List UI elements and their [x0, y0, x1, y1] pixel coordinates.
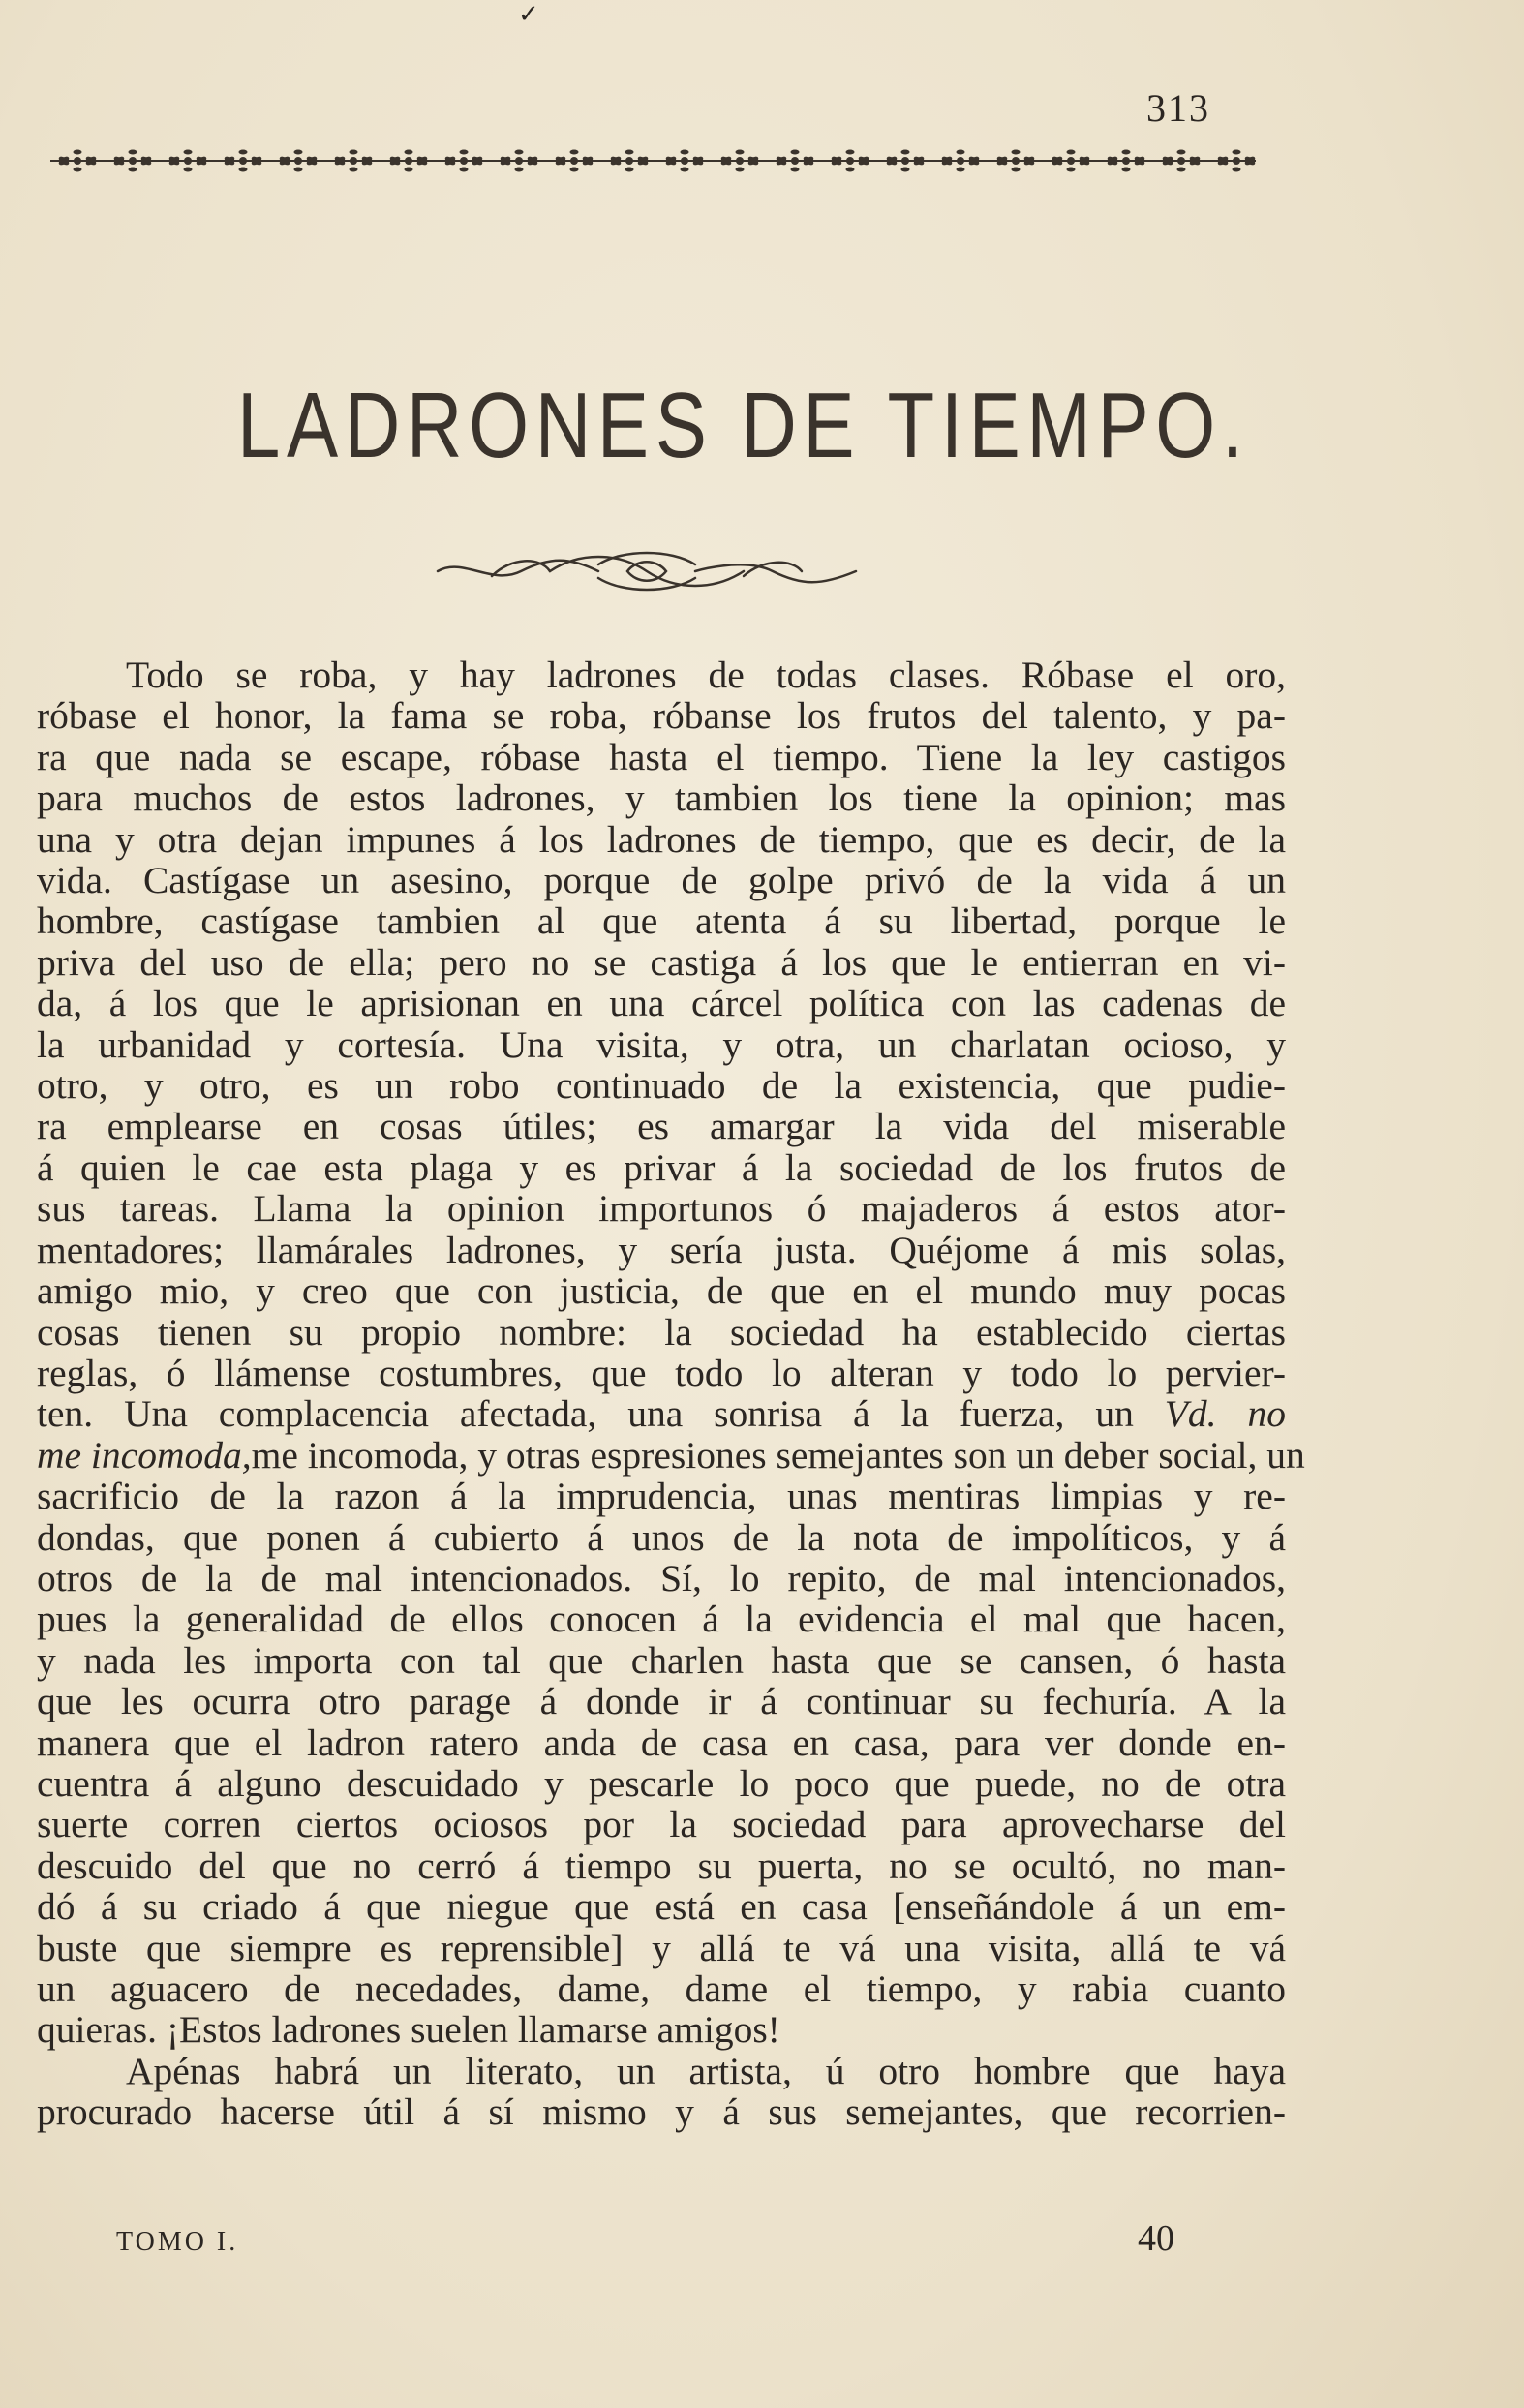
text-segment: ten. Una complacencia afectada, una sonrisa á la fuerza, un: [37, 1392, 1165, 1436]
text-line: cosas tienen su propio nombre: la sociedad ha establecido ciertas: [37, 1310, 1286, 1354]
text-segment: me incomoda, y otras espresiones semejantes son un deber social, un: [251, 1433, 1305, 1477]
text-line: róbase el honor, la fama se roba, róbanse los frutos del talento, y pa-: [37, 694, 1286, 738]
text-line: Apénas habrá un literato, un artista, ú otro hombre que haya: [126, 2049, 1286, 2092]
text-line: dondas, que ponen á cubierto á unos de la nota de impolíticos, y á: [37, 1515, 1286, 1559]
page-title: LADRONES DE TIEMPO.: [237, 374, 1250, 477]
page-number: 313: [1146, 86, 1210, 130]
footer-volume: TOMO I.: [116, 2227, 239, 2257]
flourish-ornament-icon: [434, 547, 860, 595]
text-line: suerte corren ciertos ociosos por la sociedad para aprovecharse del: [37, 1803, 1286, 1846]
text-line: manera que el ladron ratero anda de casa en casa, para ver donde en-: [37, 1721, 1286, 1764]
text-line-with-italic: [37, 1433, 1305, 1477]
text-line: quieras. ¡Estos ladrones suelen llamarse amigos!: [37, 2008, 780, 2052]
text-line: amigo mio, y creo que con justicia, de que en el mundo muy pocas: [37, 1269, 1286, 1313]
italic-phrase: Vd. no: [1164, 1392, 1286, 1436]
ornament-band-icon: [50, 140, 1256, 181]
text-line: ra emplearse en cosas útiles; es amargar la vida del miserable: [37, 1105, 1286, 1148]
text-line: á quien le cae esta plaga y es privar á la sociedad de los frutos de: [37, 1145, 1286, 1189]
italic-phrase: me incomoda,: [37, 1433, 252, 1477]
article-body: [37, 654, 1305, 2134]
text-line: mentadores; llamárales ladrones, y sería justa. Quéjome á mis solas,: [37, 1228, 1286, 1271]
text-line: ra que nada se escape, róbase hasta el tiempo. Tiene la ley castigos: [37, 735, 1286, 778]
text-line: pues la generalidad de ellos conocen á la evidencia el mal que hacen,: [37, 1598, 1286, 1641]
text-line: otro, y otro, es un robo continuado de la existencia, que pudie-: [37, 1064, 1286, 1108]
text-line: otros de la de mal intencionados. Sí, lo repito, de mal intencionados,: [37, 1556, 1286, 1600]
text-line: Todo se roba, y hay ladrones de todas clases. Róbase el oro,: [126, 654, 1286, 696]
text-line: priva del uso de ella; pero no se castiga á los que le entierran en vi-: [37, 940, 1286, 984]
text-line: dó á su criado á que niegue que está en casa [enseñándole á un em-: [37, 1885, 1286, 1929]
text-line: buste que siempre es reprensible] y allá te vá una visita, allá te vá: [37, 1926, 1286, 1969]
text-line: vida. Castígase un asesino, porque de golpe privó de la vida á un: [37, 859, 1286, 902]
text-line: y nada les importa con tal que charlen hasta que se cansen, ó hasta: [37, 1638, 1286, 1682]
text-line: da, á los que le aprisionan en una cárcel política con las cadenas de: [37, 982, 1286, 1025]
text-line: sus tareas. Llama la opinion importunos ó majaderos á estos ator-: [37, 1187, 1286, 1231]
text-line: la urbanidad y cortesía. Una visita, y otra, un charlatan ocioso, y: [37, 1022, 1286, 1066]
text-line: procurado hacerse útil á sí mismo y á sus semejantes, que recorrien-: [37, 2090, 1286, 2134]
text-line: un aguacero de necedades, dame, dame el tiempo, y rabia cuanto: [37, 1967, 1286, 2010]
text-line: cuentra á alguno descuidado y pescarle lo poco que puede, no de otra: [37, 1761, 1286, 1805]
text-line: descuido del que no cerró á tiempo su puerta, no se ocultó, no man-: [37, 1844, 1286, 1887]
text-line: reglas, ó llámense costumbres, que todo lo alteran y todo lo pervier-: [37, 1351, 1286, 1394]
margin-mark: ✓: [518, 0, 539, 28]
text-line: para muchos de estos ladrones, y tambien los tiene la opinion; mas: [37, 777, 1286, 820]
text-line: que les ocurra otro parage á donde ir á continuar su fechuría. A la: [37, 1680, 1286, 1723]
text-line: una y otra dejan impunes á los ladrones de tiempo, que es decir, de la: [37, 817, 1286, 861]
text-line-with-italic: [37, 1393, 1286, 1434]
text-line: sacrificio de la razon á la imprudencia, unas mentiras limpias y re-: [37, 1475, 1286, 1518]
text-line: hombre, castígase tambien al que atenta á su libertad, porque le: [37, 899, 1286, 943]
footer-signature: 40: [1138, 2218, 1174, 2259]
